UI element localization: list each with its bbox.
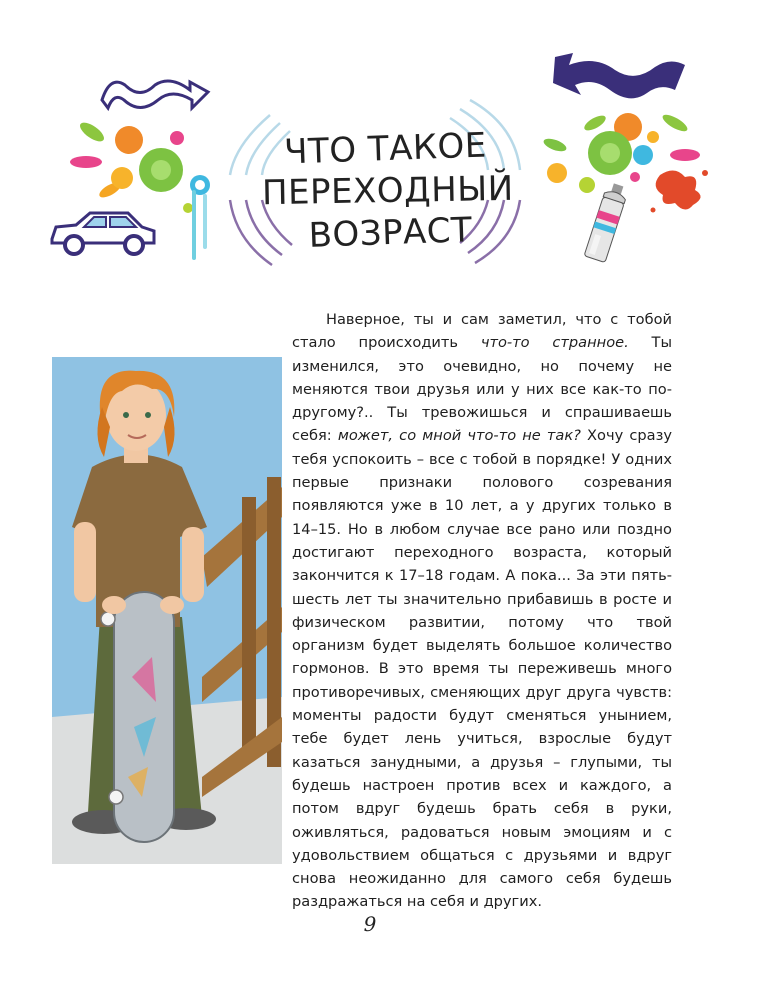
spray-can-icon bbox=[582, 183, 642, 273]
zigzag-arrow-icon bbox=[553, 53, 685, 98]
body-text-part-3: Хочу сразу тебя успокоить – все с тобой в порядке! У одних первые признаки полового созревания появляются уже в 10 лет, а у других только в 14–15. Но в любом случае все рано или поздно достигают переходного возраста, который закончится к 17–18 годам. А пока... За эти пять-шесть лет ты значительно прибавишь в росте и физическом развитии, потому что твой организм будет выделять большое количество гормонов. В это время ты переживешь много противоречивых, сменяющих друг друга чувств: моменты радости будут сменяться унынием, тебе будет лень учиться, взрослые будут казаться занудными, а друзья – глупыми, ты будешь настроен против всех и каждого, а потом вдруг будешь брать себя в руки, оживляться, радоваться новым эмоциям и с удовольствием общаться с друзьями и вдруг снова неожиданно для самого себя будешь раздражаться на себя и других. bbox=[292, 427, 673, 911]
title-line-3: ВОЗРАСТ bbox=[308, 210, 473, 256]
body-text-part-1: Наверное, ты и сам заметил, что с тобой стало происходить bbox=[292, 311, 672, 352]
car-icon bbox=[46, 205, 161, 260]
page-title bbox=[258, 125, 514, 256]
body-text-part-2: Ты изменился, это очевидно, но почему не меняются твои друзья или у них все как-то по-другому?.. Ты тревожишься и спрашиваешь себя: bbox=[292, 334, 672, 445]
body-text-indent bbox=[292, 311, 326, 328]
page-number: 9 bbox=[363, 912, 377, 936]
body-emphasis-1: что-то странное. bbox=[480, 334, 629, 352]
body-paragraph bbox=[292, 308, 672, 914]
body-emphasis-2: может, со мной что-то не так? bbox=[337, 427, 581, 445]
title-line-1: ЧТО ТАКОЕ bbox=[283, 125, 488, 173]
boy-with-skateboard-illustration bbox=[52, 357, 282, 864]
title-line-2: ПЕРЕХОДНЫЙ bbox=[261, 168, 514, 214]
zigzag-arrow-icon bbox=[102, 81, 208, 108]
